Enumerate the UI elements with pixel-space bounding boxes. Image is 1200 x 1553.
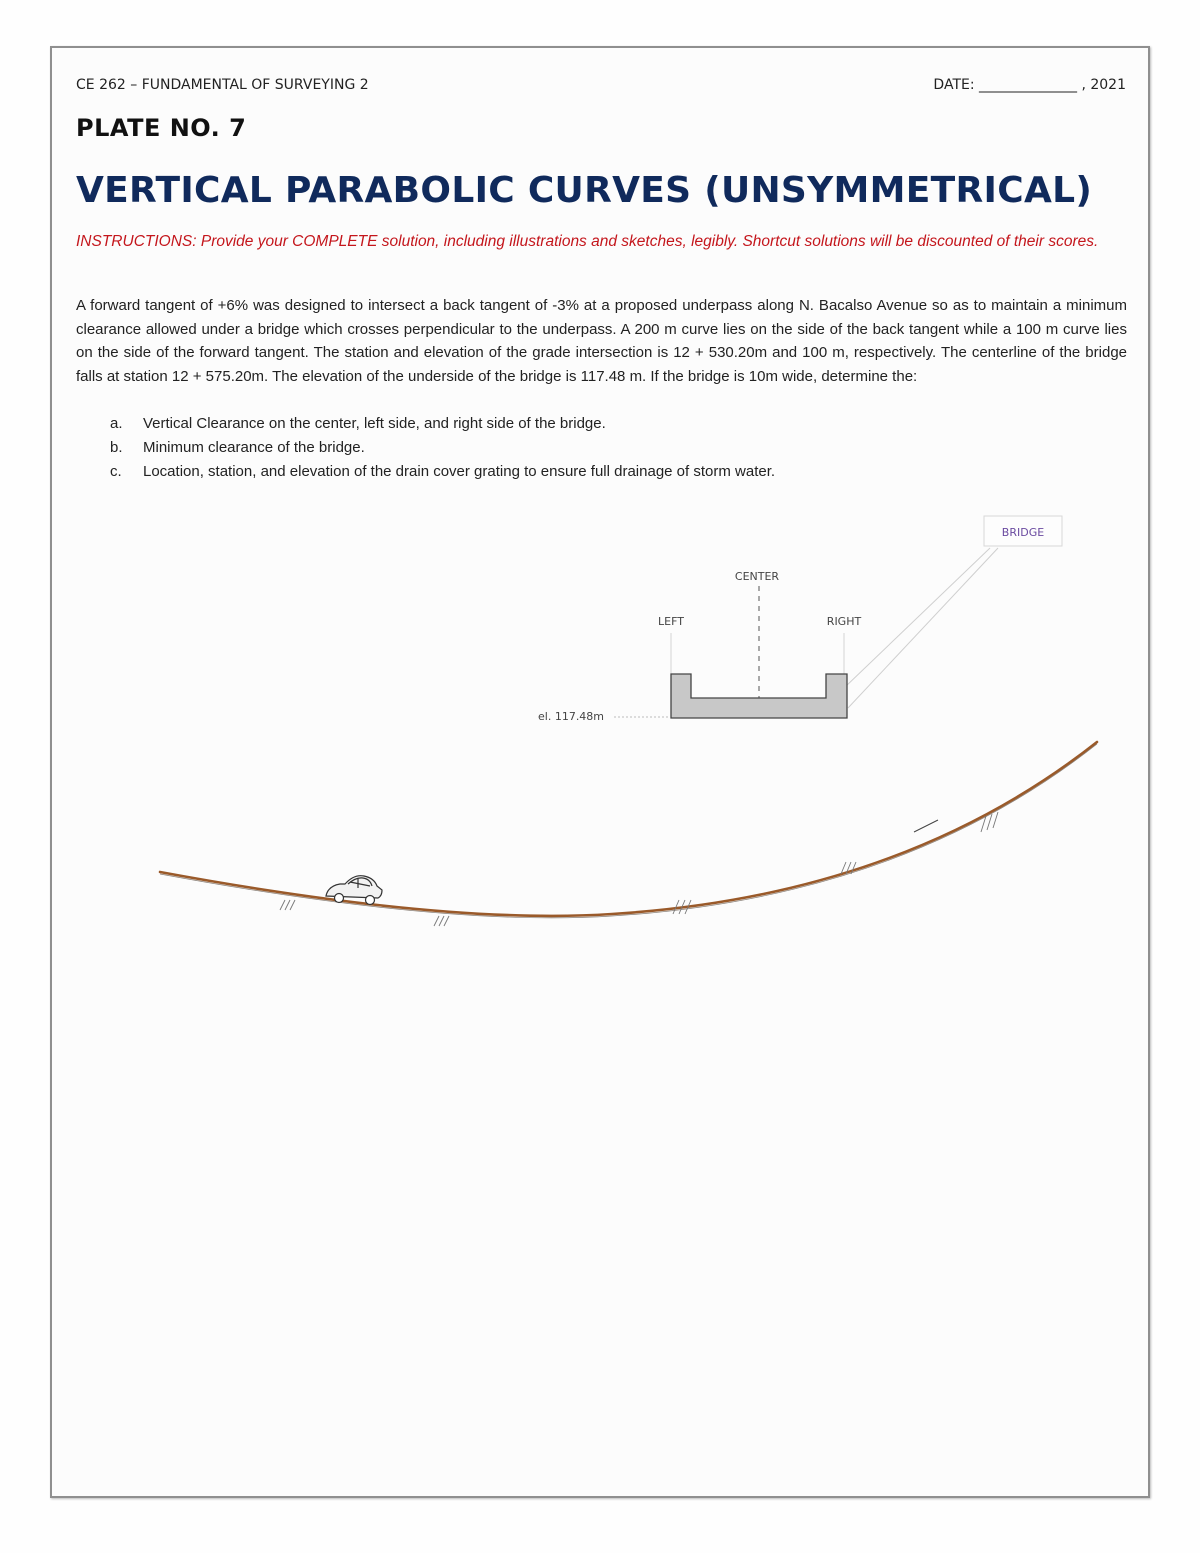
question-marker: a. [110, 415, 123, 432]
bridge-callout-label: BRIDGE [1001, 526, 1045, 539]
question-text: Minimum clearance of the bridge. [143, 439, 365, 456]
callout-leader [848, 548, 998, 708]
question-text: Location, station, and elevation of the drain cover grating to ensure full drainage of storm water. [143, 463, 776, 480]
instructions-text: INSTRUCTIONS: Provide your COMPLETE solution, including illustrations and sketches, legibly. Shortcut solutions will be discounted of their scores. [76, 233, 1099, 250]
plate-number: PLATE NO. 7 [76, 114, 247, 142]
ground-hatch [280, 812, 998, 926]
callout-leader [844, 548, 990, 688]
center-label: CENTER [734, 570, 780, 583]
date-field: DATE: ______________ , 2021 [933, 77, 1126, 93]
question-text: Vertical Clearance on the center, left side, and right side of the bridge. [143, 415, 606, 432]
underpass-diagram [52, 48, 1148, 1496]
plate-sheet [50, 46, 1150, 1498]
page-title: VERTICAL PARABOLIC CURVES (UNSYMMETRICAL) [76, 170, 1093, 211]
course-title: CE 262 – FUNDAMENTAL OF SURVEYING 2 [76, 77, 369, 93]
elevation-label: el. 117.48m [538, 710, 605, 723]
question-marker: c. [110, 463, 122, 480]
road-profile [160, 742, 1097, 916]
car-icon [326, 876, 382, 905]
road-tick [914, 820, 938, 832]
problem-statement: A forward tangent of +6% was designed to intersect a back tangent of -3% at a proposed underpass along N. Bacalso Avenue so as to maintain a minimum clearance allowed under a bridge which crosses perpendicular to the underpass. A 200 m curve lies on the side of the back tangent while a 100 m curve lies on the side of the forward tangent. The station and elevation of the grade intersection is 12 + 530.20m and 100 m, respectively. The centerline of the bridge falls at station 12 + 575.20m. The elevation of the underside of the bridge is 117.48 m. If the bridge is 10m wide, determine the: [76, 297, 1127, 385]
right-label: RIGHT [826, 615, 862, 628]
question-marker: b. [110, 439, 123, 456]
left-label: LEFT [658, 615, 684, 628]
